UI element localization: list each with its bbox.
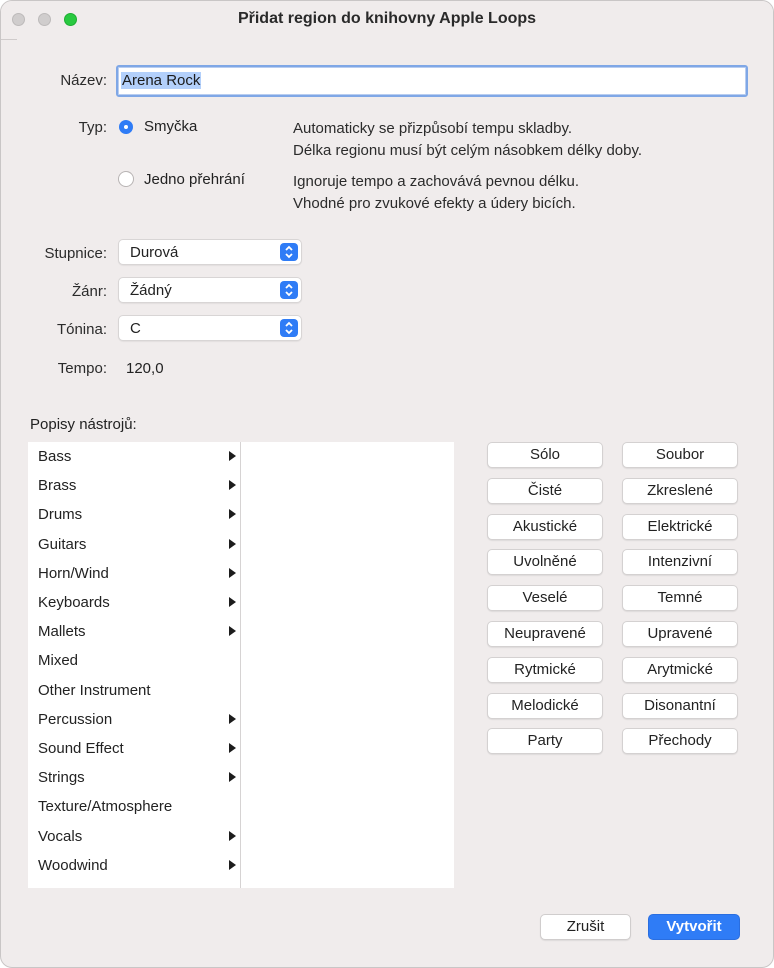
title-divider: [1, 39, 17, 40]
descriptor-button[interactable]: Čisté: [487, 478, 603, 504]
disclosure-arrow-icon: [229, 539, 236, 549]
instrument-item[interactable]: [38, 851, 238, 880]
instrument-item[interactable]: [38, 734, 238, 763]
type-loop-desc-line2: Délka regionu musí být celým násobkem délky doby.: [293, 142, 643, 159]
instrument-item-label: Mallets: [38, 623, 86, 641]
descriptor-button[interactable]: Intenzivní: [622, 549, 738, 575]
instrument-item[interactable]: [38, 500, 238, 529]
genre-label: Žánr:: [71, 283, 107, 300]
descriptor-button[interactable]: Disonantní: [622, 693, 738, 719]
genre-select-value: Žádný: [130, 282, 172, 299]
tempo-value: 120,0: [126, 360, 164, 377]
type-loop-desc-line1: Automaticky se přizpůsobí tempu skladby.: [293, 120, 573, 137]
disclosure-arrow-icon: [229, 597, 236, 607]
name-label: Název:: [60, 72, 107, 89]
instrument-item[interactable]: [38, 442, 238, 471]
disclosure-arrow-icon: [229, 714, 236, 724]
type-loop-description: [293, 118, 642, 162]
key-select[interactable]: [118, 315, 302, 341]
disclosure-arrow-icon: [229, 568, 236, 578]
descriptor-button[interactable]: Arytmické: [622, 657, 738, 683]
title-bar: [1, 1, 773, 39]
instrument-item-label: Sound Effect: [38, 740, 124, 757]
instrument-item-label: Vocals: [38, 827, 83, 845]
disclosure-arrow-icon: [229, 451, 236, 461]
disclosure-arrow-icon: [229, 480, 236, 490]
name-input[interactable]: [116, 65, 748, 97]
window-title: Přidat region do knihovny Apple Loops: [237, 10, 537, 27]
descriptor-button[interactable]: Melodické: [487, 693, 603, 719]
descriptor-button[interactable]: Neupravené: [487, 621, 603, 647]
scale-select[interactable]: [118, 239, 302, 265]
updown-chevron-icon: [280, 319, 298, 337]
disclosure-arrow-icon: [229, 831, 236, 841]
updown-chevron-icon: [280, 281, 298, 299]
descriptor-button[interactable]: Party: [487, 728, 603, 754]
instrument-item[interactable]: [38, 530, 238, 559]
genre-select[interactable]: [118, 277, 302, 303]
instrument-item[interactable]: [38, 559, 238, 588]
instrument-item[interactable]: [38, 705, 238, 734]
descriptor-button[interactable]: Akustické: [487, 514, 603, 540]
create-button[interactable]: Vytvořit: [648, 914, 740, 940]
instrument-item-label: Horn/Wind: [38, 564, 109, 582]
instrument-item[interactable]: [38, 588, 238, 617]
instrument-item-label: Guitars: [38, 535, 87, 553]
type-loop-label[interactable]: Smyčka: [144, 118, 198, 135]
disclosure-arrow-icon: [229, 772, 236, 782]
descriptor-button[interactable]: Přechody: [622, 728, 738, 754]
descriptor-button[interactable]: Veselé: [487, 585, 603, 611]
instrument-item-label: Brass: [38, 477, 77, 495]
instrument-item-label: Other Instrument: [38, 681, 151, 699]
key-select-value: C: [130, 320, 141, 337]
instrument-item[interactable]: [38, 822, 238, 851]
descriptor-button[interactable]: Zkreslené: [622, 478, 738, 504]
descriptor-button[interactable]: Soubor: [622, 442, 738, 468]
instrument-item-label: Percussion: [38, 710, 113, 728]
type-oneshot-description: [293, 171, 579, 215]
descriptor-button[interactable]: Temné: [622, 585, 738, 611]
type-label: Typ:: [78, 119, 107, 136]
descriptor-button[interactable]: Uvolněné: [487, 549, 603, 575]
disclosure-arrow-icon: [229, 743, 236, 753]
updown-chevron-icon: [280, 243, 298, 261]
instrument-item-label: Strings: [38, 769, 85, 787]
instrument-item[interactable]: [38, 471, 238, 500]
cancel-button[interactable]: Zrušit: [540, 914, 631, 940]
instrument-item-label: Woodwind: [38, 856, 108, 874]
instrument-item[interactable]: [38, 763, 238, 792]
instrument-item-label: Texture/Atmosphere: [38, 798, 173, 816]
instruments-label: Popisy nástrojů:: [30, 416, 137, 433]
scale-label: Stupnice:: [44, 245, 107, 262]
disclosure-arrow-icon: [229, 860, 236, 870]
descriptor-button[interactable]: Rytmické: [487, 657, 603, 683]
instrument-item[interactable]: [38, 792, 238, 821]
instrument-item-label: Drums: [38, 506, 83, 524]
type-loop-radio[interactable]: [119, 120, 133, 134]
descriptor-button[interactable]: Elektrické: [622, 514, 738, 540]
instrument-item[interactable]: [38, 646, 238, 675]
instrument-item[interactable]: [38, 617, 238, 646]
descriptor-button[interactable]: Upravené: [622, 621, 738, 647]
tempo-label: Tempo:: [57, 360, 107, 377]
disclosure-arrow-icon: [229, 626, 236, 636]
type-oneshot-label[interactable]: Jedno přehrání: [144, 171, 245, 188]
instrument-item-label: Mixed: [38, 652, 79, 670]
name-input-value: Arena Rock: [122, 72, 201, 89]
column-divider: [240, 442, 241, 888]
descriptor-button[interactable]: Sólo: [487, 442, 603, 468]
scale-select-value: Durová: [130, 244, 179, 261]
type-oneshot-radio[interactable]: [118, 171, 134, 187]
instrument-browser[interactable]: [28, 442, 454, 888]
instrument-item-label: Keyboards: [38, 594, 110, 611]
instrument-item-label: Bass: [38, 448, 72, 465]
disclosure-arrow-icon: [229, 509, 236, 519]
type-oneshot-desc-line2: Vhodné pro zvukové efekty a údery bicích.: [293, 195, 576, 212]
type-oneshot-desc-line1: Ignoruje tempo a zachovává pevnou délku.: [293, 173, 580, 190]
key-label: Tónina:: [56, 321, 107, 338]
instrument-item[interactable]: [38, 676, 238, 705]
